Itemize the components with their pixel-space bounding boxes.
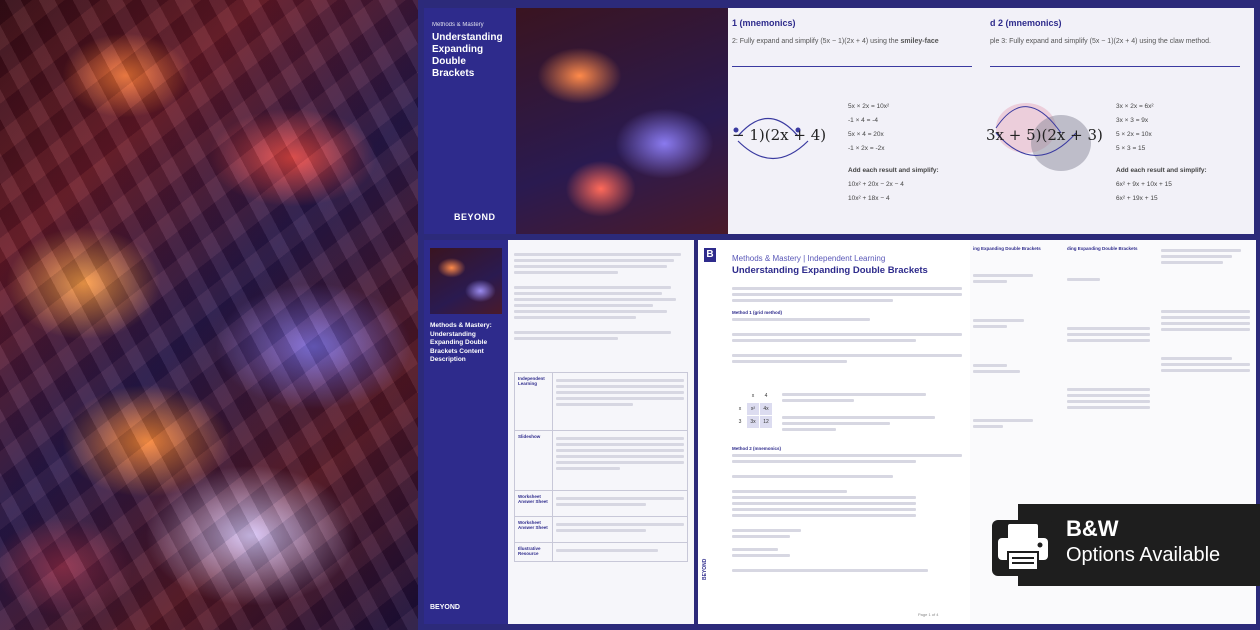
slide-foil-image: [516, 8, 728, 234]
page2-title: ing Expanding Double Brackets: [973, 246, 1041, 251]
printer-icon: [992, 520, 1054, 576]
content-description-doc: [424, 240, 694, 624]
worksheet-title: Understanding Expanding Double Brackets: [732, 265, 928, 276]
method2-step: 3x × 3 = 9x: [1116, 117, 1149, 124]
method1-add: Add each result and simplify:: [848, 167, 939, 174]
method1-header: 1 (mnemonics): [732, 18, 796, 28]
doc-table: [514, 372, 688, 562]
doc-title: Methods & Mastery: Understanding Expanding Double Brackets Content Description: [430, 322, 492, 363]
worksheet-tag: Methods & Mastery | Independent Learning: [732, 254, 886, 263]
doc-logo: BEYOND: [430, 604, 460, 611]
slide-cover: [424, 8, 516, 234]
slide-strip: [424, 8, 1254, 234]
worksheet-side-logo: BEYOND: [702, 558, 708, 580]
method2-result: 6x² + 9x + 10x + 15: [1116, 181, 1172, 188]
table-row-label: Slideshow: [515, 431, 553, 490]
grid-method-table: x 4 x x² 4x 3 3x 12: [734, 390, 772, 428]
doc-foil-thumbnail: [430, 248, 502, 314]
method2-result: 6x² + 19x + 15: [1116, 195, 1158, 202]
page3-title: ding Expanding Double Brackets: [1067, 246, 1138, 251]
table-row-label: Worksheet Answer Sheet: [515, 517, 553, 542]
method1-label: Method 1 (grid method): [732, 310, 782, 315]
method1-step: -1 × 4 = -4: [848, 117, 878, 124]
slide-method1: [728, 8, 986, 234]
foil-background-image: [0, 0, 418, 630]
method1-result: 10x² + 20x − 2x − 4: [848, 181, 904, 188]
method2-step: 3x × 2x = 6x²: [1116, 103, 1154, 110]
method1-expression: − 1)(2x + 4): [732, 126, 827, 144]
worksheet-b-logo: B: [704, 248, 716, 262]
badge-line2: Options Available: [1066, 544, 1221, 566]
method2-step: 5 × 3 = 15: [1116, 145, 1146, 152]
beyond-logo: BEYOND: [454, 212, 496, 222]
method1-step: 5x × 2x = 10x²: [848, 103, 890, 110]
bw-options-badge: [1018, 504, 1260, 586]
worksheet-page-1: [698, 240, 970, 624]
page-label: Page 1 of 4: [918, 612, 939, 617]
badge-line1: B&W: [1066, 516, 1119, 541]
table-row-label: Independent Learning: [515, 373, 553, 430]
method2-task: ple 3: Fully expand and simplify (5x − 1)(2x + 4) using the claw method.: [990, 38, 1211, 45]
method1-step: -1 × 2x = -2x: [848, 145, 885, 152]
slide-method2: [986, 8, 1254, 234]
table-row-label: Worksheet Answer Sheet: [515, 491, 553, 516]
slide-title: Understanding Expanding Double Brackets: [432, 32, 503, 79]
method2-step: 5 × 2x = 10x: [1116, 131, 1152, 138]
slide-tag: Methods & Mastery: [432, 22, 484, 28]
method1-task: 2: Fully expand and simplify (5x − 1)(2x + 4) using the smiley-face: [732, 38, 939, 45]
method2-label: Method 2 (mnemonics): [732, 446, 782, 451]
method1-result: 10x² + 18x − 4: [848, 195, 890, 202]
method2-add: Add each result and simplify:: [1116, 167, 1207, 174]
method1-step: 5x × 4 = 20x: [848, 131, 884, 138]
method2-header: d 2 (mnemonics): [990, 18, 1062, 28]
table-row-label: Illustrative Resource: [515, 543, 553, 561]
doc-body: [514, 250, 688, 343]
method2-expression: 3x + 5)(2x + 3): [986, 126, 1103, 144]
doc-sidebar: [424, 240, 508, 624]
